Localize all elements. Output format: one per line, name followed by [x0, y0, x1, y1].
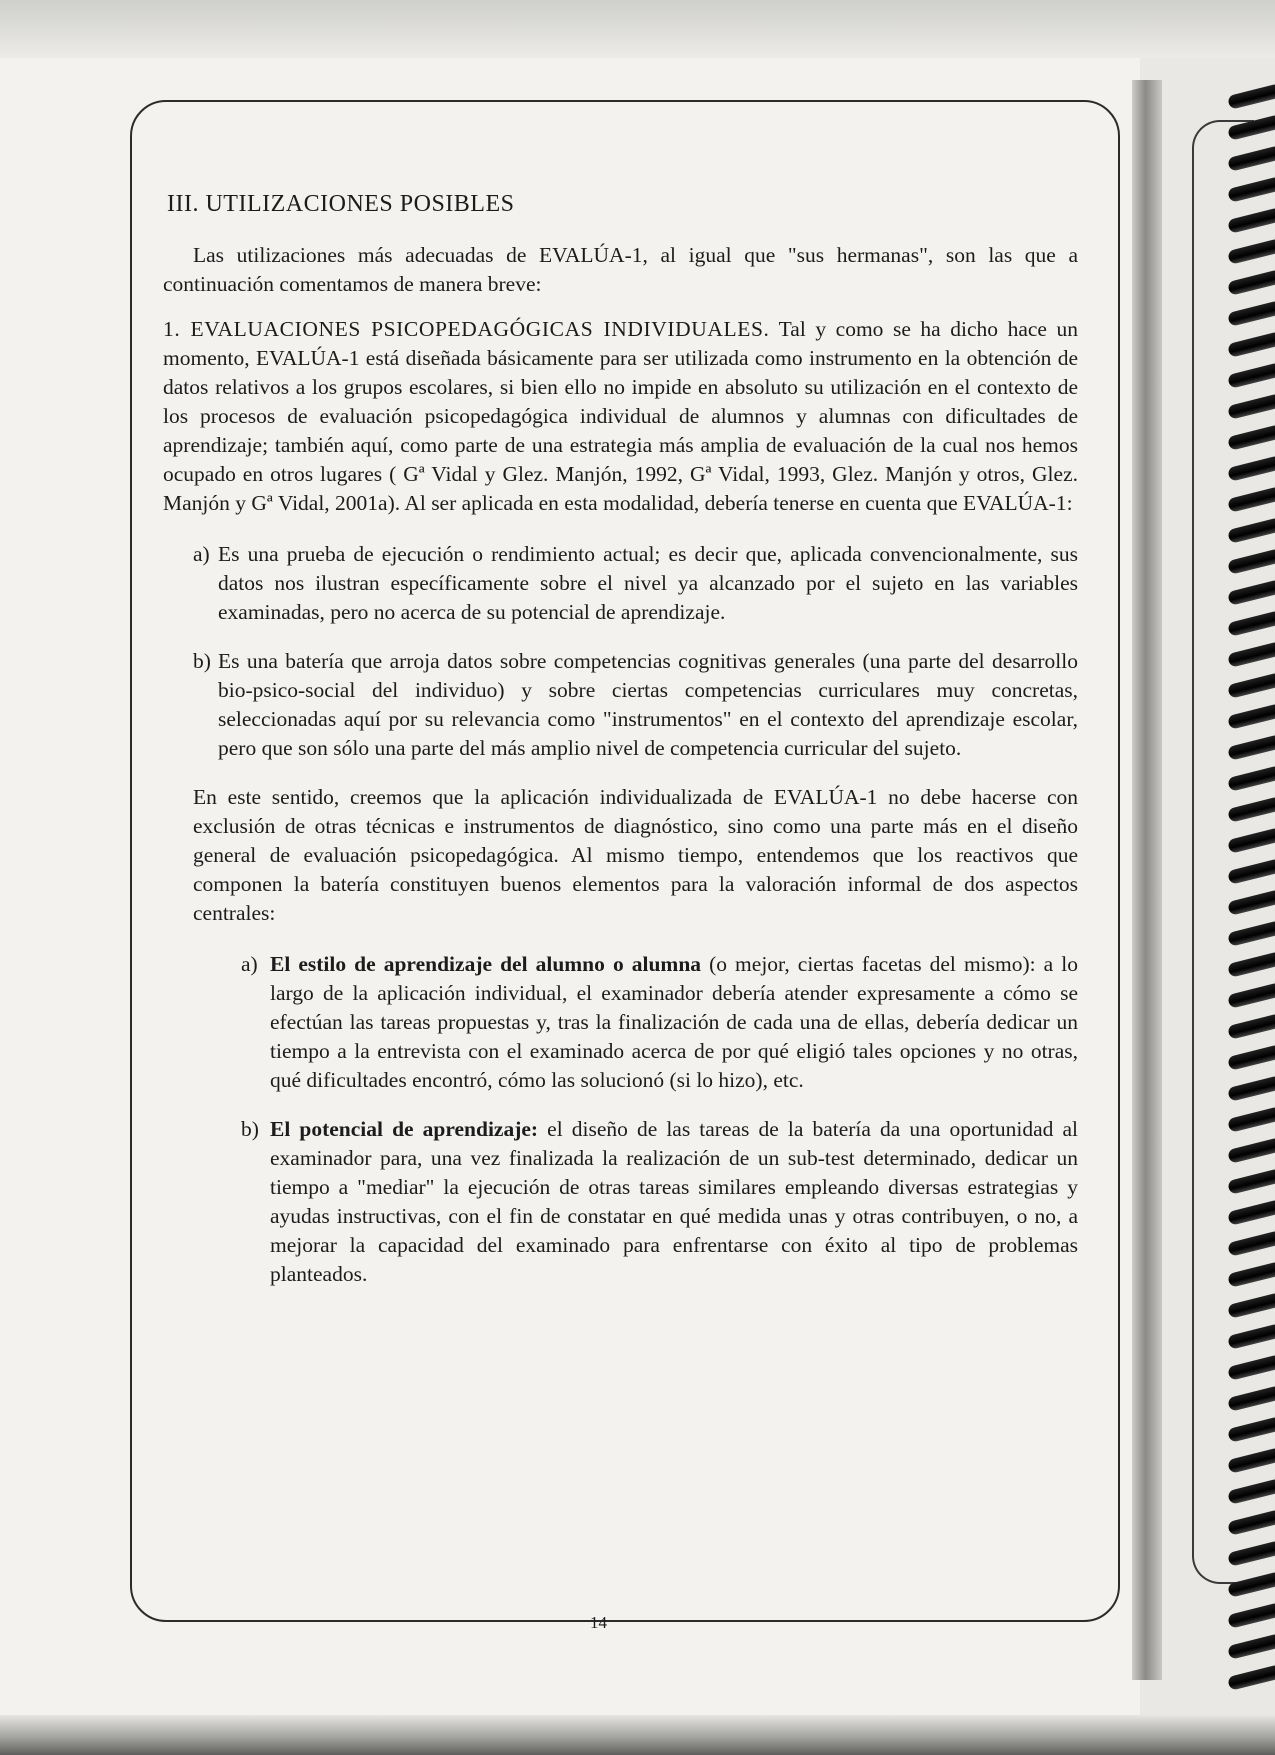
- section-title: III. UTILIZACIONES POSIBLES: [167, 191, 515, 217]
- list-marker: b): [241, 1117, 259, 1141]
- item-1-paragraph: [163, 315, 1078, 518]
- scan-bottom-edge: [0, 1715, 1275, 1755]
- list-marker: a): [241, 952, 258, 976]
- list-1-item-b: [163, 647, 1078, 763]
- page-number: 14: [590, 1613, 607, 1632]
- list-item-text: Es una prueba de ejecución o rendimiento actual; es decir que, aplicada convencionalmente, sus datos nos ilustran específicamente sobre el nivel ya alcanzado por el sujeto en las variables examinadas, pero no acerca de su potencial de aprendizaje.: [218, 542, 1078, 624]
- list-item-bold-term: El potencial de aprendizaje:: [270, 1117, 539, 1141]
- list-1-item-a: [163, 540, 1078, 627]
- scan-top-edge: [0, 0, 1275, 58]
- list-2-item-a: [163, 950, 1078, 1095]
- list-item-text: Es una batería que arroja datos sobre competencias cognitivas generales (una parte del desarrollo bio-psico-social del individuo) y sobre ciertas competencias curriculares muy concretas, seleccionadas aquí por su relevancia como "instrumentos" en el contexto del aprendizaje escolar, pero que son sólo una parte del más amplio nivel de competencia curricular del sujeto.: [218, 649, 1078, 760]
- list-item-bold-term: El estilo de aprendizaje del alumno o alumna: [270, 952, 702, 976]
- item-1-text: Tal y como se ha dicho hace un momento, EVALÚA-1 está diseñada básicamente para ser utilizada como instrumento en la obtención de datos relativos a los grupos escolares, si bien ello no impide en absoluto su utilización en el contexto de los procesos de evaluación psicopedagógica individual de alumnos y alumnas con dificultades de aprendizaje; también aquí, como parte de una estrategia más amplia de evaluación de la cual nos hemos ocupado en otros lugares ( Gª Vidal y Glez. Manjón, 1992, Gª Vidal, 1993, Glez. Manjón y otros, Glez. Manjón y Gª Vidal, 2001a). Al ser aplicada en esta modalidad, debería tenerse en cuenta que EVALÚA-1:: [163, 317, 1078, 515]
- list-item-text: el diseño de las tareas de la batería da una oportunidad al examinador para, una vez finalizada la realización de un sub-test determinado, dedicar un tiempo a "mediar" la ejecución de otras tareas similares empleando diversas estrategias y ayudas instructivas, con el fin de constatar en qué medida unas y otras contribuyen, o no, a mejorar la capacidad del examinado para enfrentarse con éxito al tipo de problemas planteados.: [270, 1117, 1078, 1286]
- list-marker: a): [193, 542, 210, 566]
- list-2-item-b: [163, 1115, 1078, 1289]
- intro-paragraph: Las utilizaciones más adecuadas de EVALÚA-1, al igual que "sus hermanas", son las que a continuación comentamos de manera breve:: [163, 243, 1078, 296]
- page-content: [163, 190, 1078, 1309]
- paragraph-2: En este sentido, creemos que la aplicación individualizada de EVALÚA-1 no debe hacerse con exclusión de otras técnicas e instrumentos de diagnóstico, sino como una parte más en el diseño general de evaluación psicopedagógica. Al mismo tiempo, entendemos que los reactivos que componen la batería constituyen buenos elementos para la valoración informal de dos aspectos centrales:: [193, 785, 1078, 925]
- list-marker: b): [193, 649, 211, 673]
- page-binding-shadow: [1132, 80, 1162, 1680]
- item-1-heading: 1. EVALUACIONES PSICOPEDAGÓGICAS INDIVIDUALES.: [163, 317, 770, 341]
- list-item-text: (o mejor, ciertas facetas del mismo): a lo largo de la aplicación individual, el examinador debería atender expresamente a cómo se efectúan las tareas propuestas y, tras la finalización de cada una de ellas, debería dedicar un tiempo a la entrevista con el examinado acerca de por qué eligió tales opciones y no otras, qué dificultades encontró, cómo las solucionó (si lo hizo), etc.: [270, 952, 1078, 1092]
